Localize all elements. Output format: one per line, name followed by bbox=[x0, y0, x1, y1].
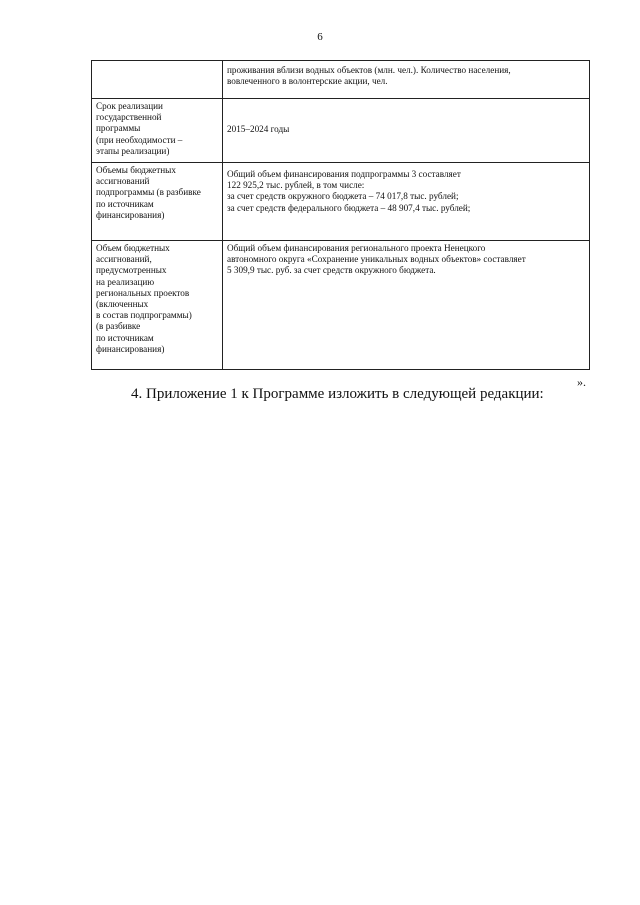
cell-text-line: подпрограммы (в разбивке bbox=[96, 187, 201, 198]
table-cell-label bbox=[92, 241, 223, 370]
cell-text-line: за счет средств федерального бюджета – 48 907,4 тыс. рублей; bbox=[227, 202, 471, 213]
cell-text-line: (при необходимости – bbox=[96, 134, 183, 145]
cell-text-line: (в разбивке bbox=[96, 321, 141, 332]
table-cell-label bbox=[92, 99, 223, 163]
cell-text-line: ассигнований, bbox=[96, 254, 152, 265]
subprogram-passport-table bbox=[91, 60, 590, 370]
cell-text-line: вовлеченного в волонтерские акции, чел. bbox=[227, 76, 388, 87]
cell-text-line: финансирования) bbox=[96, 343, 165, 354]
table-cell-label bbox=[92, 61, 223, 99]
cell-text-line: Общий объем финансирования регионального проекта Ненецкого bbox=[227, 243, 486, 253]
table-cell-value bbox=[223, 61, 590, 99]
cell-text-line: Объем бюджетных bbox=[96, 243, 170, 253]
cell-text-line: ассигнований bbox=[96, 176, 150, 187]
page-number: 6 bbox=[317, 31, 323, 43]
cell-text-line: по источникам bbox=[96, 198, 154, 209]
table-cell-value bbox=[223, 99, 590, 163]
cell-text-line: 2015–2024 годы bbox=[227, 124, 290, 135]
table-cell-label bbox=[92, 163, 223, 241]
cell-text-line: (включенных bbox=[96, 299, 149, 310]
cell-text-line: Срок реализации bbox=[96, 101, 163, 111]
table-row bbox=[92, 61, 590, 99]
cell-text-line: Общий объем финансирования подпрограммы 3 составляет bbox=[227, 169, 461, 179]
table-row bbox=[92, 241, 590, 370]
table-row bbox=[92, 163, 590, 241]
cell-text-line: этапы реализации) bbox=[96, 145, 170, 156]
table-cell-value bbox=[223, 163, 590, 241]
instruction-paragraph: 4. Приложение 1 к Программе изложить в следующей редакции: bbox=[131, 386, 544, 402]
cell-text-line: по источникам bbox=[96, 332, 154, 343]
cell-text-line: предусмотренных bbox=[96, 265, 167, 276]
cell-text-line: региональных проектов bbox=[96, 287, 190, 298]
closing-quote: ». bbox=[577, 375, 586, 389]
table-cell-value bbox=[223, 241, 590, 370]
cell-text-line: программы bbox=[96, 123, 141, 134]
cell-text-line: в состав подпрограммы) bbox=[96, 310, 192, 321]
cell-text-line: Объемы бюджетных bbox=[96, 165, 176, 175]
cell-text-line: автономного округа «Сохранение уникальных водных объектов» составляет bbox=[227, 254, 526, 265]
cell-text-line: 122 925,2 тыс. рублей, в том числе: bbox=[227, 180, 365, 191]
cell-text-line: на реализацию bbox=[96, 276, 155, 287]
cell-text-line: финансирования) bbox=[96, 209, 165, 220]
table-row bbox=[92, 99, 590, 163]
cell-text-line: государственной bbox=[96, 112, 162, 123]
cell-text-line: проживания вблизи водных объектов (млн. чел.). Количество населения, bbox=[227, 65, 511, 75]
cell-text-line: за счет средств окружного бюджета – 74 017,8 тыс. рублей; bbox=[227, 191, 459, 202]
cell-text-line: 5 309,9 тыс. руб. за счет средств окружного бюджета. bbox=[227, 265, 436, 276]
